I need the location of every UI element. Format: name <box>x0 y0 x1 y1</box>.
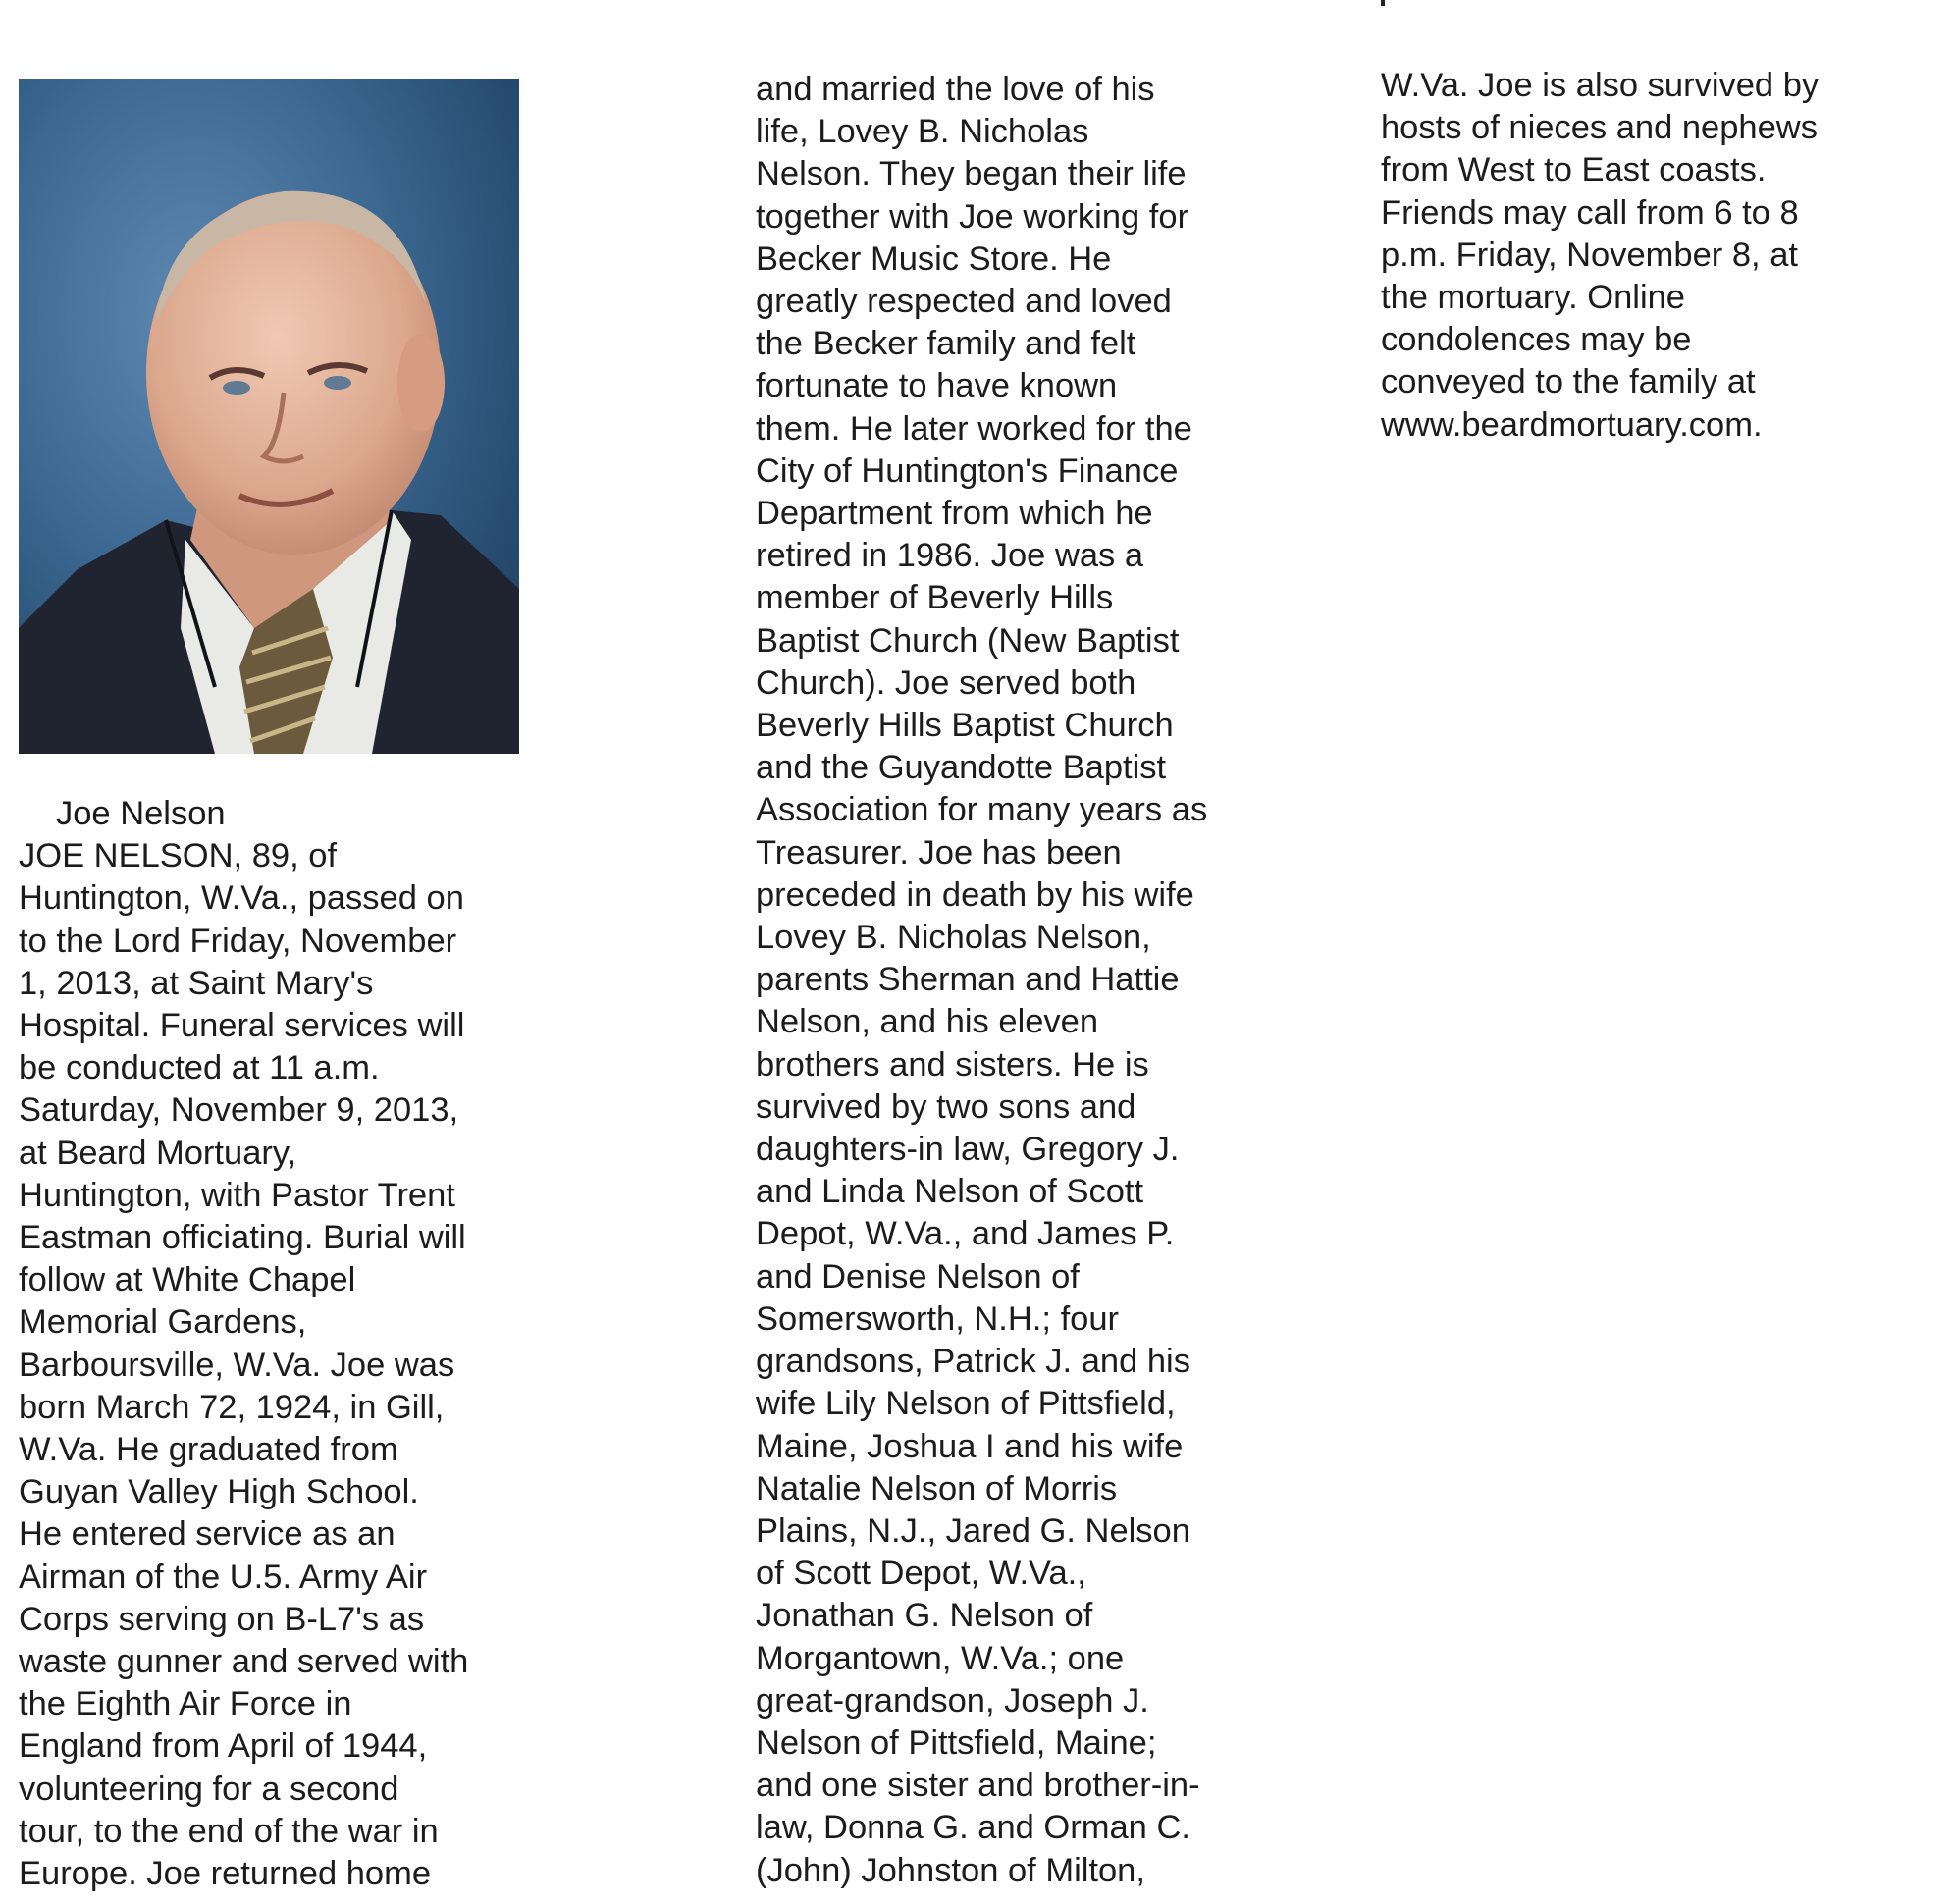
text-line: Treasurer. Joe has been <box>756 833 1122 872</box>
text-line: Corps serving on B-L7's as <box>19 1600 425 1638</box>
text-line: of Scott Depot, W.Va., <box>756 1555 1086 1593</box>
text-line: wife Lily Nelson of Pittsfield, <box>756 1385 1176 1423</box>
text-line: to the Lord Friday, November <box>19 922 457 960</box>
text-line: together with Joe working for <box>756 197 1189 236</box>
text-line: Church). Joe served both <box>756 663 1136 702</box>
text-line: 1, 2013, at Saint Mary's <box>19 964 374 1002</box>
text-line: volunteering for a second <box>19 1770 399 1808</box>
text-line: Airman of the U.5. Army Air <box>19 1558 428 1596</box>
text-line: He entered service as an <box>19 1515 396 1554</box>
text-line: born March 72, 1924, in Gill, <box>19 1388 445 1426</box>
text-line: Hospital. Funeral services will <box>19 1007 465 1044</box>
text-line: Memorial Gardens, <box>19 1303 307 1342</box>
text-line: preceded in death by his wife <box>756 875 1194 914</box>
text-line: Becker Music Store. He <box>756 239 1112 278</box>
text-line: Morgantown, W.Va.; one <box>756 1639 1125 1677</box>
text-line: the Becker family and felt <box>756 325 1136 363</box>
text-line: City of Huntington's Finance <box>756 451 1179 490</box>
text-line: retired in 1986. Joe was a <box>756 537 1144 575</box>
portrait-photo <box>19 79 519 754</box>
text-line: Nelson. They began their life <box>756 155 1187 193</box>
text-line: condolences may be <box>1381 321 1692 359</box>
text-column-2 <box>756 69 1207 1892</box>
text-line: JOE NELSON, 89, of <box>19 837 338 875</box>
text-line: www.beardmortuary.com. <box>1381 405 1763 444</box>
text-line: Association for many years as <box>756 791 1208 829</box>
text-line: be conducted at 11 a.m. <box>19 1049 380 1087</box>
text-line: W.Va. He graduated from <box>19 1431 398 1469</box>
text-line: and married the love of his <box>756 71 1155 108</box>
text-line: them. He later worked for the <box>756 409 1192 448</box>
portrait-illustration <box>19 79 519 754</box>
text-line: Jonathan G. Nelson of <box>756 1597 1093 1635</box>
text-line: Huntington, W.Va., passed on <box>19 879 464 918</box>
text-line: follow at White Chapel <box>19 1261 356 1299</box>
text-line: Somersworth, N.H.; four <box>756 1299 1120 1338</box>
text-line: greatly respected and loved <box>756 283 1172 321</box>
text-line: Saturday, November 9, 2013, <box>19 1091 459 1130</box>
text-line: survived by two sons and <box>756 1087 1136 1126</box>
text-line: member of Beverly Hills <box>756 579 1114 617</box>
text-line: W.Va. Joe is also survived by <box>1381 67 1820 104</box>
text-line: (John) Johnston of Milton, <box>756 1851 1145 1889</box>
text-line: the Eighth Air Force in <box>19 1685 352 1723</box>
text-line: parents Sherman and Hattie <box>756 961 1180 999</box>
text-line: Beverly Hills Baptist Church <box>756 707 1174 745</box>
text-column-1 <box>19 835 468 1895</box>
text-line: and Linda Nelson of Scott <box>756 1173 1144 1211</box>
text-line: Baptist Church (New Baptist <box>756 621 1180 660</box>
text-line: brothers and sisters. He is <box>756 1045 1149 1084</box>
text-line: Barboursville, W.Va. Joe was <box>19 1346 455 1384</box>
text-line: hosts of nieces and nephews <box>1381 109 1818 147</box>
text-line: Maine, Joshua I and his wife <box>756 1427 1184 1465</box>
text-line: fortunate to have known <box>756 367 1118 405</box>
text-line: the mortuary. Online <box>1381 279 1685 317</box>
text-line: Guyan Valley High School. <box>19 1473 419 1511</box>
text-line: great-grandson, Joseph J. <box>756 1681 1149 1719</box>
text-line: grandsons, Patrick J. and his <box>756 1343 1190 1381</box>
text-line: waste gunner and served with <box>19 1643 469 1681</box>
text-line: Depot, W.Va., and James P. <box>756 1215 1175 1253</box>
text-line: conveyed to the family at <box>1381 363 1756 401</box>
text-line: Eastman officiating. Burial will <box>19 1219 466 1257</box>
text-line: at Beard Mortuary, <box>19 1134 297 1172</box>
text-line: daughters-in law, Gregory J. <box>756 1131 1180 1169</box>
text-line: England from April of 1944, <box>19 1727 428 1766</box>
text-line: Friends may call from 6 to 8 <box>1381 193 1799 232</box>
text-line: life, Lovey B. Nicholas <box>756 113 1089 151</box>
text-line: Nelson of Pittsfield, Maine; <box>756 1723 1157 1762</box>
text-line: tour, to the end of the war in <box>19 1812 439 1850</box>
text-line: and the Guyandotte Baptist <box>756 749 1167 787</box>
text-line: Nelson, and his eleven <box>756 1003 1099 1041</box>
text-line: Europe. Joe returned home <box>19 1855 432 1893</box>
text-line: and one sister and brother-in- <box>756 1767 1200 1805</box>
text-line: p.m. Friday, November 8, at <box>1381 236 1799 274</box>
text-line: Lovey B. Nicholas Nelson, <box>756 919 1151 957</box>
text-line: and Denise Nelson of <box>756 1257 1080 1296</box>
text-line: from West to East coasts. <box>1381 151 1767 189</box>
text-column-3 <box>1381 65 1819 447</box>
text-line: Huntington, with Pastor Trent <box>19 1176 455 1214</box>
text-line: law, Donna G. and Orman C. <box>756 1809 1190 1847</box>
text-line: Department from which he <box>756 495 1153 533</box>
text-line: Plains, N.J., Jared G. Nelson <box>756 1511 1190 1550</box>
text-line: Natalie Nelson of Morris <box>756 1469 1118 1507</box>
scan-mark <box>1381 0 1385 6</box>
obituary-heading: Joe Nelson <box>56 795 226 832</box>
